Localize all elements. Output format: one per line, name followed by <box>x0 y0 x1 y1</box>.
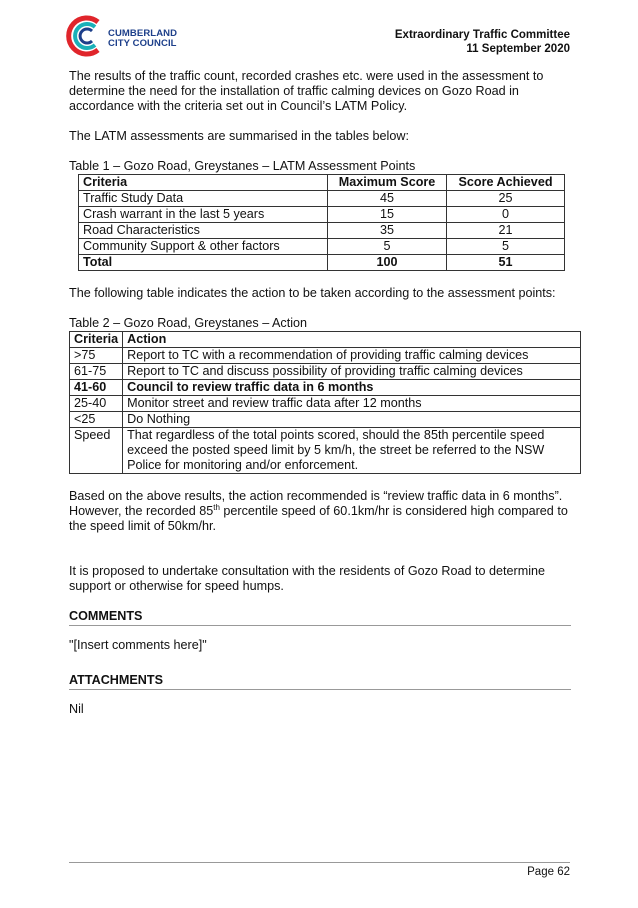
table-cell: That regardless of the total points scored, should the 85th percentile speed exceed the posted speed limit by 5 km/h, the street be referred to the NSW Police for monitoring and/or enforcement. <box>123 428 581 474</box>
result-text-2: percentile speed of 60.1km/hr is considered high compared to the speed limit of 50km/hr. <box>69 504 568 533</box>
page-content <box>69 69 571 717</box>
table-row <box>70 428 581 474</box>
table-row <box>70 396 581 412</box>
table-cell: 41-60 <box>70 380 123 396</box>
logo-line-2: CITY COUNCIL <box>108 38 177 49</box>
page-number: Page 62 <box>527 866 570 878</box>
table-cell: 45 <box>328 191 447 207</box>
table-cell: Total <box>79 255 328 271</box>
table-cell: <25 <box>70 412 123 428</box>
table-row <box>79 239 565 255</box>
table-header: Criteria <box>79 175 328 191</box>
table-row <box>79 191 565 207</box>
table-row <box>70 348 581 364</box>
table-cell: 5 <box>447 239 565 255</box>
committee-name: Extraordinary Traffic Committee <box>394 29 570 41</box>
table-cell: 15 <box>328 207 447 223</box>
table-cell: Report to TC and discuss possibility of providing traffic calming devices <box>123 364 581 380</box>
comments-heading: COMMENTS <box>69 609 571 626</box>
assessment-points-table <box>78 174 565 271</box>
intro-paragraph: The results of the traffic count, recorded crashes etc. were used in the assessment to determine the need for the installation of traffic calming devices on Gozo Road in accordance with the criteria set out in Council’s LATM Policy. <box>69 69 544 113</box>
table-cell: 5 <box>328 239 447 255</box>
table-header: Score Achieved <box>447 175 565 191</box>
table-cell: 0 <box>447 207 565 223</box>
table-cell: 25 <box>447 191 565 207</box>
table-header-row <box>70 332 581 348</box>
table-cell: Traffic Study Data <box>79 191 328 207</box>
table-cell: Report to TC with a recommendation of providing traffic calming devices <box>123 348 581 364</box>
table-header-row <box>79 175 565 191</box>
footer-divider <box>69 862 570 863</box>
table-cell: 61-75 <box>70 364 123 380</box>
table-row <box>70 412 581 428</box>
table-cell: Monitor street and review traffic data after 12 months <box>123 396 581 412</box>
action-table <box>69 331 581 474</box>
table2-intro: The following table indicates the action to be taken according to the assessment points: <box>69 286 556 300</box>
table-total-row <box>79 255 565 271</box>
table-row <box>70 364 581 380</box>
table-row <box>79 223 565 239</box>
table-cell: 100 <box>328 255 447 271</box>
ordinal-suffix: th <box>213 502 220 512</box>
table-cell: >75 <box>70 348 123 364</box>
table-cell: 51 <box>447 255 565 271</box>
table2-caption: Table 2 – Gozo Road, Greystanes – Action <box>69 316 308 330</box>
result-paragraph <box>69 489 571 534</box>
document-header <box>395 28 570 56</box>
table-header: Maximum Score <box>328 175 447 191</box>
table-row <box>79 207 565 223</box>
result-text-1: Based on the above results, the action recommended is “review traffic data in 6 months”. However, the recorded 85 <box>69 489 563 518</box>
table-cell: Road Characteristics <box>79 223 328 239</box>
logo-line-1: CUMBERLAND <box>108 28 178 39</box>
proposal-paragraph: It is proposed to undertake consultation with the residents of Gozo Road to determine support or otherwise for speed humps. <box>69 564 546 593</box>
comments-text: "[Insert comments here]" <box>69 638 207 652</box>
table-cell: Council to review traffic data in 6 months <box>123 380 581 396</box>
table-cell: 21 <box>447 223 565 239</box>
council-logo <box>62 14 202 60</box>
table-cell: 35 <box>328 223 447 239</box>
table-header: Action <box>123 332 581 348</box>
table-cell: Speed <box>70 428 123 474</box>
logo-wordmark <box>108 29 177 49</box>
attachments-heading: ATTACHMENTS <box>69 673 571 690</box>
table-cell: Community Support & other factors <box>79 239 328 255</box>
table-row-highlighted <box>70 380 581 396</box>
meeting-date: 11 September 2020 <box>466 43 570 55</box>
council-logo-icon <box>62 14 106 58</box>
summary-sentence: The LATM assessments are summarised in the tables below: <box>69 129 409 143</box>
table1-caption: Table 1 – Gozo Road, Greystanes – LATM Assessment Points <box>69 159 416 173</box>
table-cell: Crash warrant in the last 5 years <box>79 207 328 223</box>
table-cell: Do Nothing <box>123 412 581 428</box>
table-cell: 25-40 <box>70 396 123 412</box>
attachments-text: Nil <box>69 702 84 716</box>
table-header: Criteria <box>70 332 123 348</box>
